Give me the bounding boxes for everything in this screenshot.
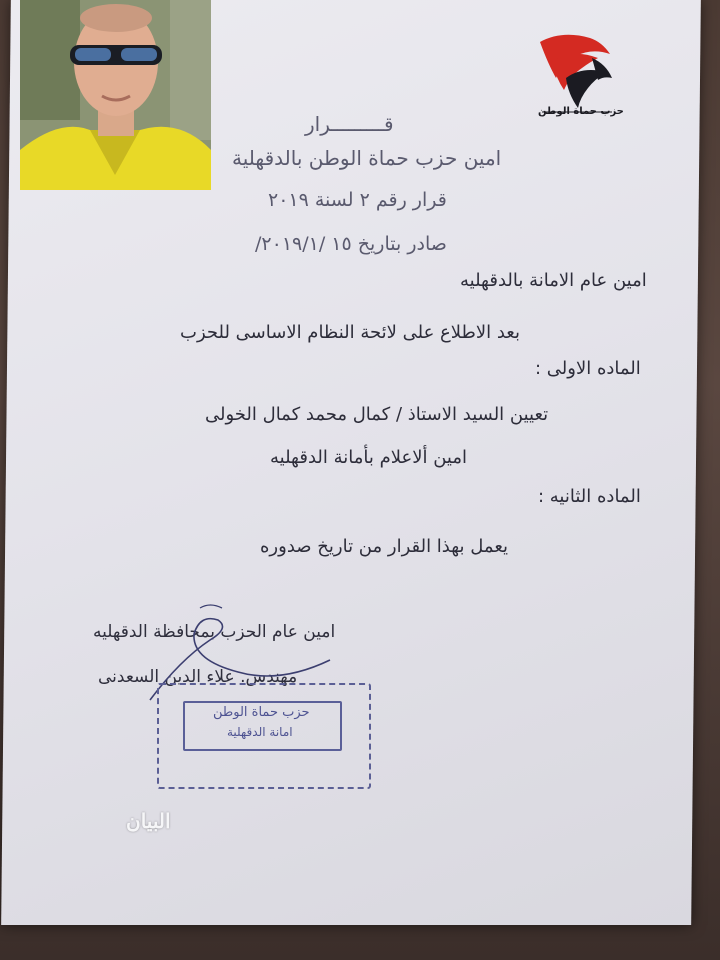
article-two-body: يعمل بهذا القرار من تاريخ صدوره xyxy=(260,536,509,557)
portrait-photo xyxy=(20,0,211,190)
preamble: بعد الاطلاع على لائحة النظام الاساسى للحزب xyxy=(180,322,520,343)
signatory-name: مهندس. علاء الدين السعدنى xyxy=(98,667,298,687)
article-two-heading: الماده الثانيه : xyxy=(538,486,641,507)
article-one-line2: امين ألاعلام بأمانة الدقهليه xyxy=(270,447,467,468)
stamp-line1: حزب حماة الوطن xyxy=(213,705,310,720)
document-title: قـــــــــرار xyxy=(305,112,394,136)
party-logo xyxy=(532,28,622,124)
article-one-heading: الماده الاولى : xyxy=(535,358,641,379)
decision-number: قرار رقم ٢ لسنة ٢٠١٩ xyxy=(268,189,447,211)
issue-date: صادر بتاريخ ١٥ /٢٠١٩/١/ xyxy=(255,233,447,255)
portrait-illustration xyxy=(20,0,211,190)
article-one-line1: تعيين السيد الاستاذ / كمال محمد كمال الخولى xyxy=(205,404,549,425)
addressee: امين عام الامانة بالدقهليه xyxy=(460,270,647,291)
stamp-line2: امانة الدقهلية xyxy=(227,725,293,739)
stamp-inner-frame xyxy=(183,701,342,751)
signatory-title: امين عام الحزب بمحافظة الدقهليه xyxy=(93,622,336,642)
watermark: البيان xyxy=(126,809,171,833)
logo-caption: حزب حماة الوطن xyxy=(538,106,624,117)
issuer-line: امين حزب حماة الوطن بالدقهلية xyxy=(232,146,502,170)
official-stamp xyxy=(157,683,371,789)
